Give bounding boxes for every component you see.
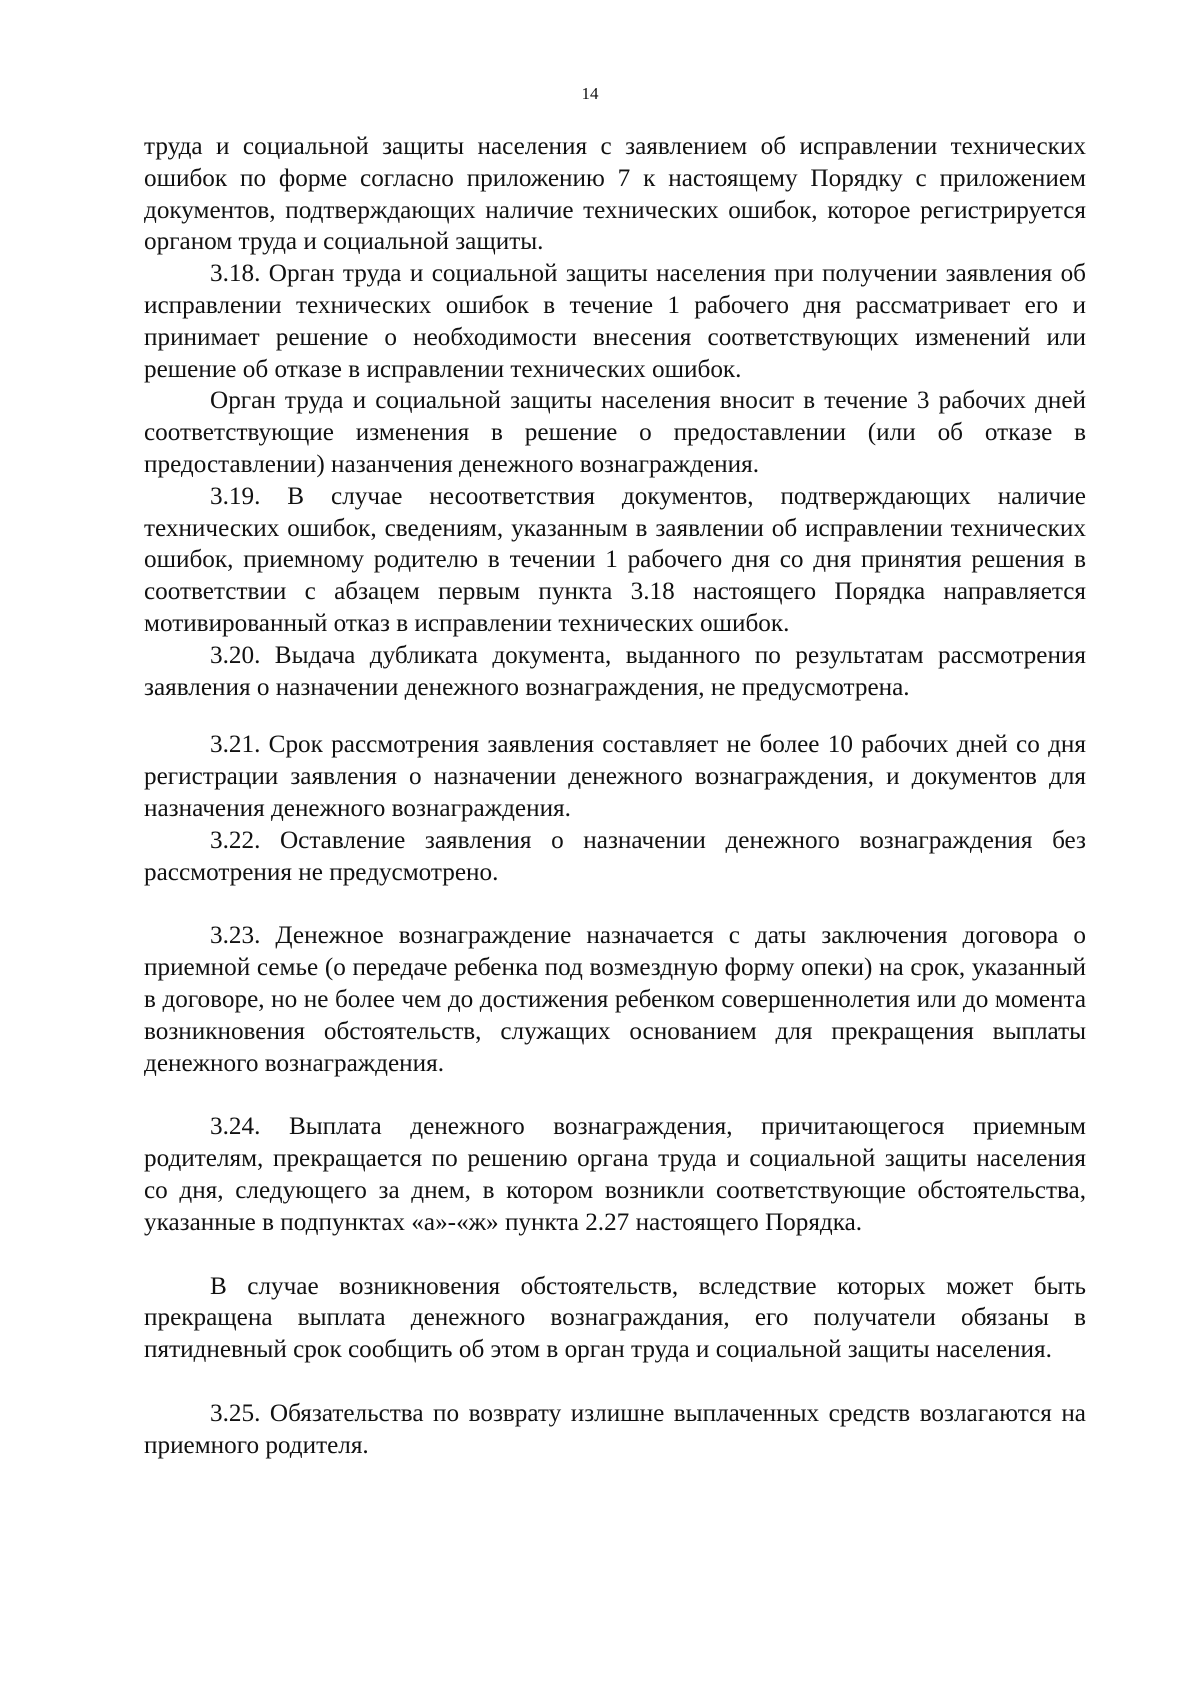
paragraph-3-25: 3.25. Обязательства по возврату излишне выплаченных средств возлагаются на приемного родителя. <box>144 1399 1086 1459</box>
paragraph-continuation: труда и социальной защиты населения с заявлением об исправлении технических ошибок по форме согласно приложению 7 к настоящему Порядку с приложением документов, подтверждающих наличие технических ошибок, которое регистрируется органом труда и социальной защиты. <box>144 133 1086 256</box>
paragraph-3-22: 3.22. Оставление заявления о назначении денежного вознаграждения без рассмотрения не предусмотрено. <box>144 826 1086 886</box>
document-body <box>144 131 1086 1461</box>
paragraph-3-24: 3.24. Выплата денежного вознаграждения, причитающегося приемным родителям, прекращается по решению органа труда и социальной защиты населения со дня, следующего за днем, в котором возникли соответствующие обстоятельства, указанные в подпунктах «а»-«ж» пункта 2.27 настоящего Порядка. <box>144 1113 1086 1236</box>
paragraph-3-24-second: В случае возникновения обстоятельств, вследствие которых может быть прекращена выплата денежного вознаграждания, его получатели обязаны в пятидневный срок сообщить об этом в орган труда и социальной защиты населения. <box>144 1272 1086 1364</box>
paragraph-3-18-second: Орган труда и социальной защиты населения вносит в течение 3 рабочих дней соответствующие изменения в решение о предоставлении (или об отказе в предоставлении) назанчения денежного вознаграждения. <box>144 387 1086 478</box>
paragraph-3-19: 3.19. В случае несоответствия документов, подтверждающих наличие технических ошибок, сведениям, указанным в заявлении об исправлении технических ошибок, приемному родителю в течении 1 рабочего дня со дня принятия решения в соответствии с абзацем первым пункта 3.18 настоящего Порядка направляется мотивированный отказ в исправлении технических ошибок. <box>144 482 1086 637</box>
paragraph-3-21: 3.21. Срок рассмотрения заявления составляет не более 10 рабочих дней со дня регистрации заявления о назначении денежного вознаграждения, и документов для назначения денежного вознаграждения. <box>144 731 1086 822</box>
paragraph-3-23: 3.23. Денежное вознаграждение назначается с даты заключения договора о приемной семье (о передаче ребенка под возмездную форму опеки) на срок, указанный в договоре, но не более чем до достижения ребенком совершеннолетия или до момента возникновения обстоятельств, служащих основанием для прекращения выплаты денежного вознаграждения. <box>144 922 1086 1077</box>
paragraph-3-18: 3.18. Орган труда и социальной защиты населения при получении заявления об исправлении технических ошибок в течение 1 рабочего дня рассматривает его и принимает решение о необходимости внесения соответствующих изменений или решение об отказе в исправлении технических ошибок. <box>144 260 1086 383</box>
page-number: 14 <box>581 84 599 103</box>
paragraph-3-20: 3.20. Выдача дубликата документа, выданного по результатам рассмотрения заявления о назначении денежного вознаграждения, не предусмотрена. <box>144 641 1086 701</box>
